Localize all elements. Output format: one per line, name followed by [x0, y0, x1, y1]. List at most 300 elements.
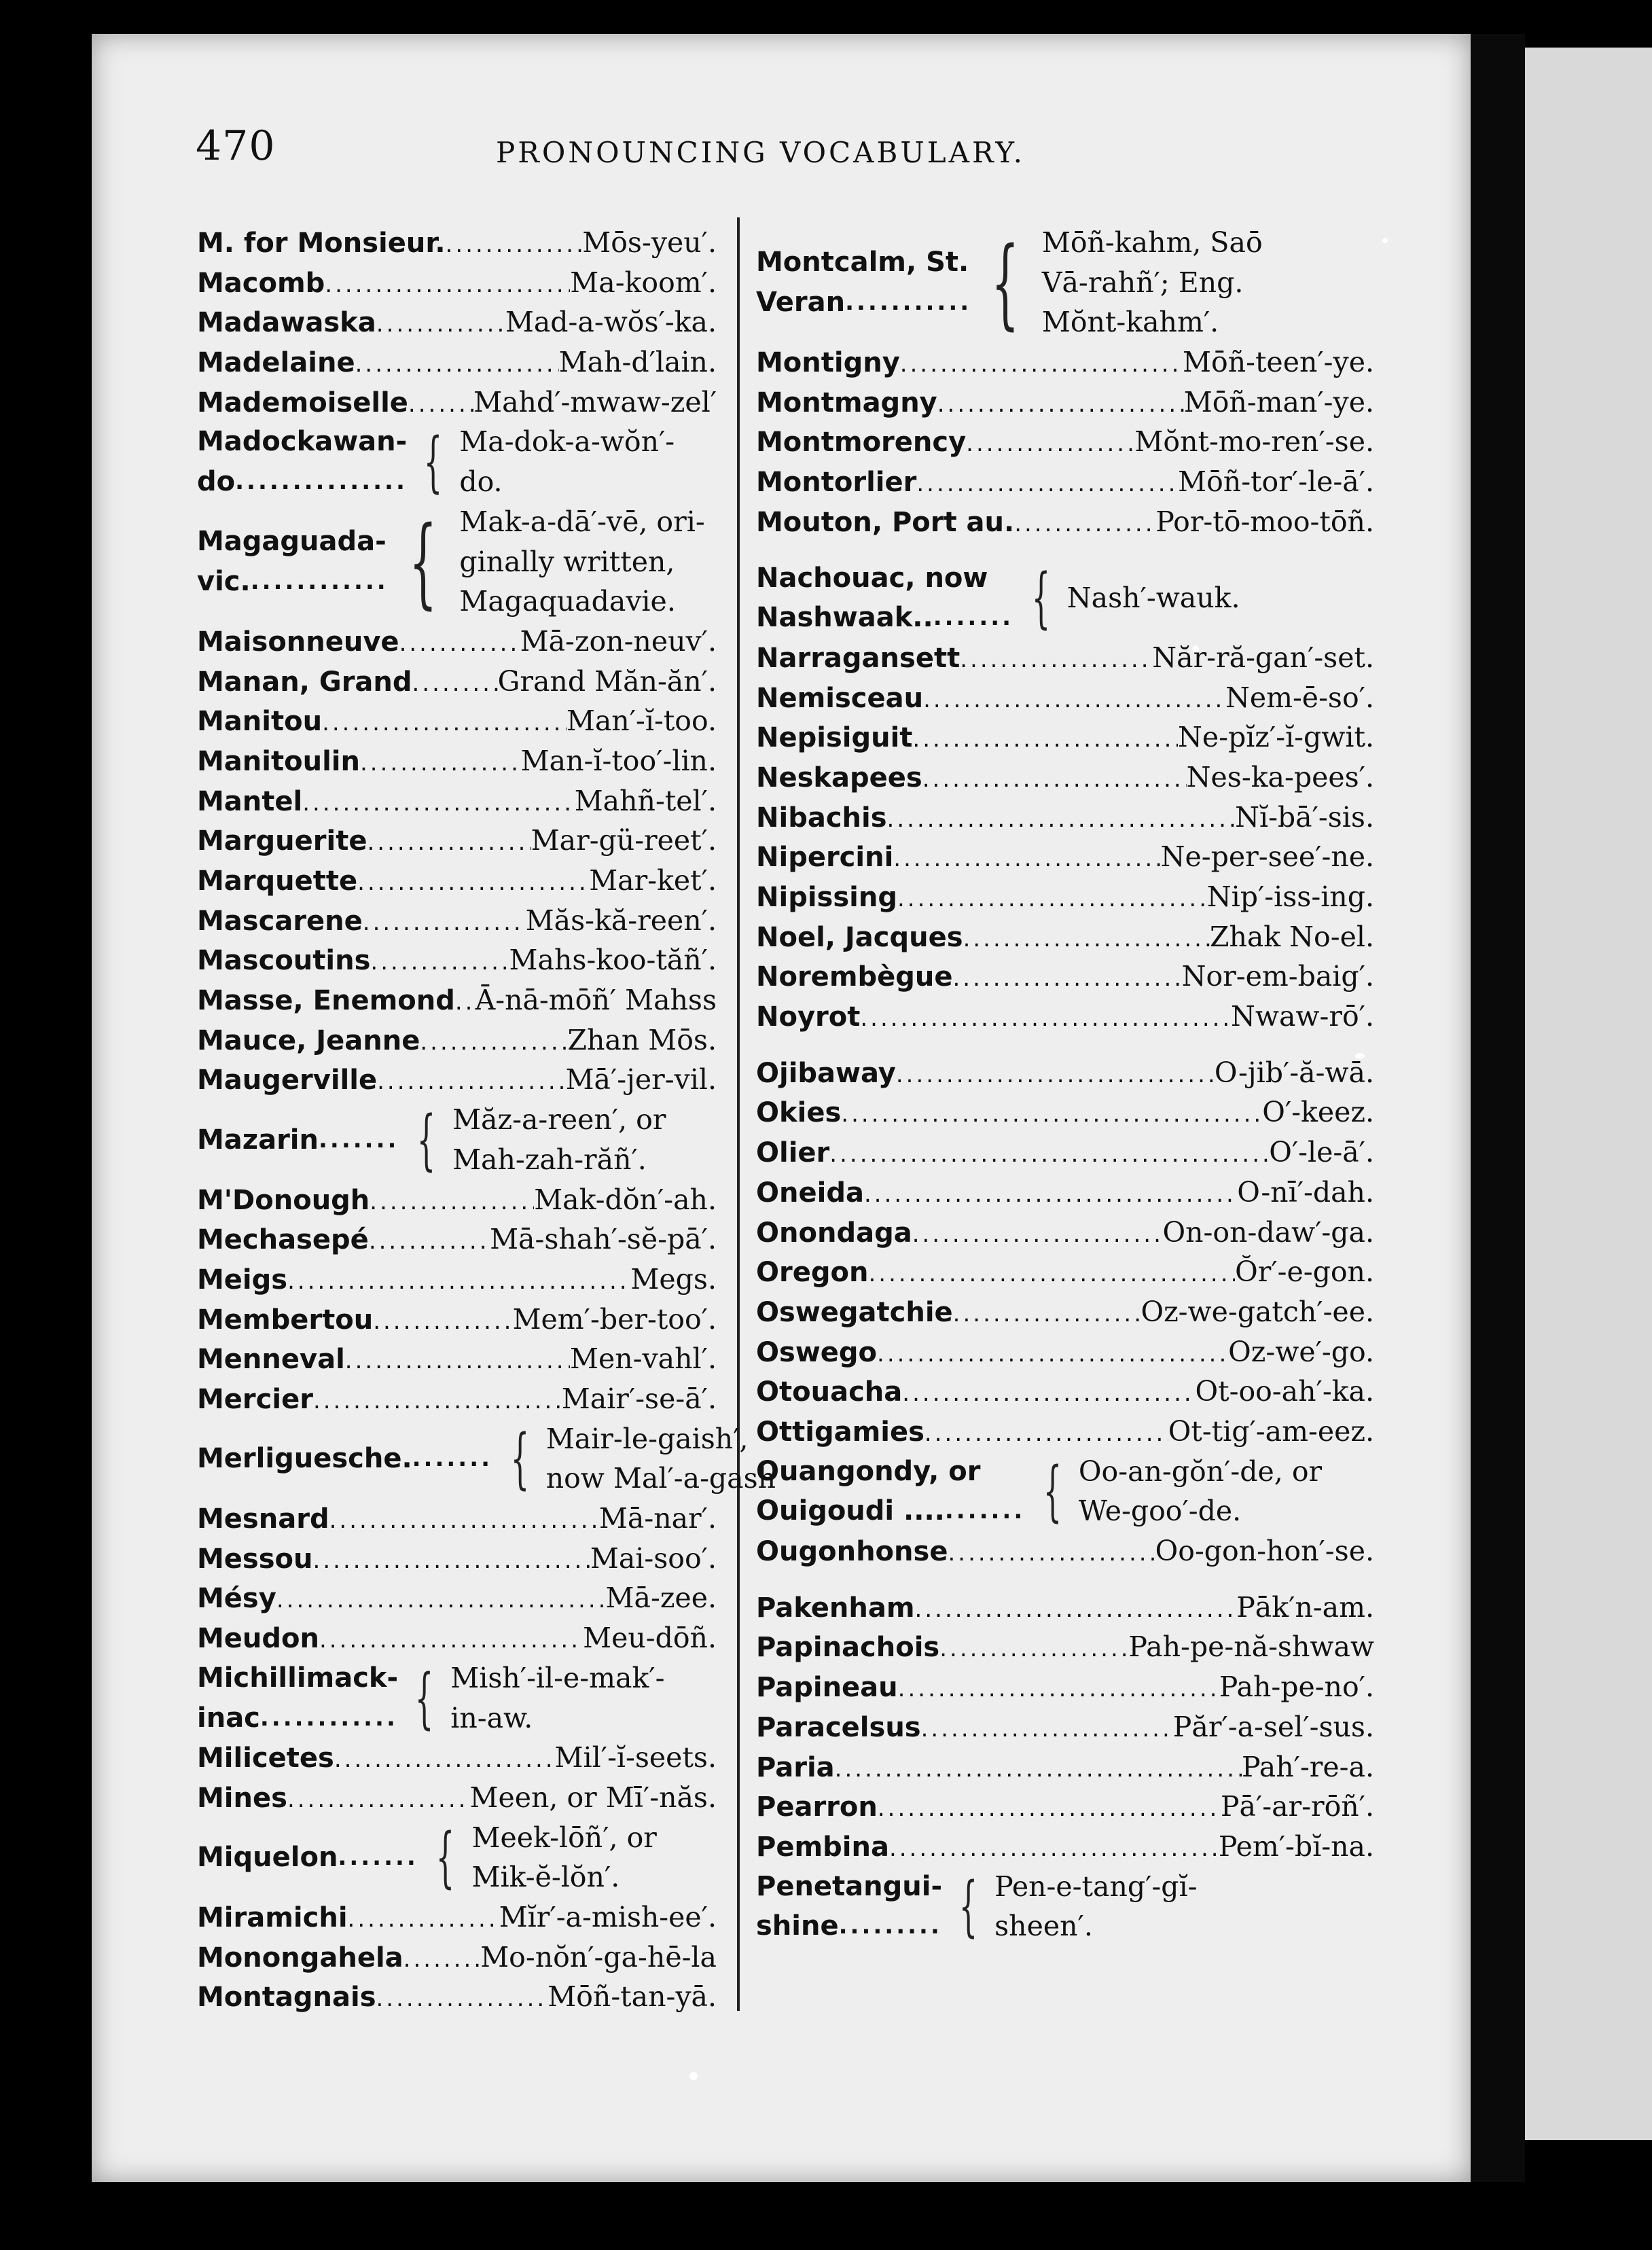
vocab-entry — [197, 980, 717, 1020]
leader-dots — [916, 464, 1178, 504]
leader-dots — [446, 225, 583, 265]
entry-headword-line: Montcalm, St. — [756, 247, 969, 279]
vocab-entry — [197, 1618, 717, 1658]
vocab-entry — [756, 1292, 1374, 1332]
leader-dots — [287, 1780, 470, 1820]
vocab-entry — [197, 861, 717, 901]
vocab-entry — [197, 263, 717, 303]
leader-dots — [897, 879, 1207, 919]
vocab-entry — [197, 662, 717, 702]
entry-headword-line: Penetangui- — [756, 1870, 943, 1902]
entry-pronunciation: Mar-gü-reet′. — [531, 824, 717, 857]
leader-dots — [923, 680, 1225, 720]
entry-headword: Manan, Grand — [197, 666, 412, 698]
entry-headword: Mechasepé — [197, 1224, 369, 1256]
leader-dots — [345, 1341, 570, 1381]
entry-headword — [197, 1838, 419, 1878]
brace-symbol: { — [510, 1421, 529, 1497]
vocab-entry — [756, 1827, 1374, 1867]
entry-pronunciation: Megs. — [630, 1262, 717, 1296]
entry-pronunciation: Mōñ-kahm, Saō — [1041, 226, 1263, 260]
entry-pronunciation: Pah-pe-nă-shwaw — [1128, 1630, 1374, 1664]
entry-pronunciation: Man-ĭ-too′-lin. — [520, 744, 717, 777]
entry-pronunciation: Mai-soo′. — [590, 1541, 717, 1575]
entry-pronunciation: Ot-tig′-am-eez. — [1168, 1414, 1374, 1448]
vocab-entry — [756, 877, 1374, 917]
brace-symbol: { — [424, 424, 443, 501]
vocab-entry — [756, 917, 1374, 957]
vocab-entry — [197, 781, 717, 821]
entry-headword: Ougonhonse — [756, 1536, 948, 1568]
entry-headword: Narragansett — [756, 642, 960, 674]
entry-headword: Macomb — [197, 267, 325, 299]
entry-headword-line: shine — [756, 1910, 839, 1942]
entry-pronunciation: Pā′-ar-rōñ′. — [1220, 1790, 1374, 1823]
entry-headword-line: Ouigoudi .... — [756, 1495, 945, 1527]
vocab-entry — [756, 717, 1374, 757]
entry-headword-line: Ouangondy, or — [756, 1455, 981, 1487]
entry-pronunciation: Mā-shah′-sĕ-pā′. — [490, 1223, 717, 1256]
leader-dots — [251, 562, 387, 602]
leader-dots — [893, 839, 1160, 879]
brace-symbol: { — [414, 1660, 434, 1736]
leader-dots — [922, 760, 1187, 800]
entry-headword-block — [197, 1838, 419, 1878]
leader-dots — [322, 703, 567, 743]
entry-pronunciation: Mil′-ĭ-seets. — [554, 1741, 717, 1774]
leader-dots — [376, 1979, 548, 2019]
entry-pronunciation: Mā-zon-neuv′. — [520, 624, 717, 658]
leader-dots — [235, 462, 407, 502]
entry-headword-line: Nashwaak.. — [756, 602, 933, 634]
left-column — [197, 223, 776, 2017]
vocab-entry — [197, 622, 717, 662]
entry-headword: Mercier — [197, 1384, 313, 1415]
vocab-entry-multiline — [197, 1818, 717, 1897]
vocab-entry — [756, 638, 1374, 678]
vocab-entry — [756, 1707, 1374, 1747]
brace-symbol: { — [436, 1819, 455, 1896]
entry-pronunciation: Mōñ-tor′-le-ā′. — [1178, 465, 1374, 499]
leader-dots — [924, 1414, 1168, 1454]
leader-dots — [860, 999, 1231, 1039]
vocab-entry — [756, 997, 1374, 1037]
entry-headword: Paria — [756, 1751, 835, 1783]
entry-pronunciation: Pah-pe-no′. — [1219, 1671, 1374, 1704]
entry-headword: Masse, Enemond — [197, 985, 455, 1017]
entry-pronunciation: Mair′-se-ā′. — [561, 1382, 717, 1415]
vocab-entry — [197, 1339, 717, 1379]
entry-headword: Mantel — [197, 785, 303, 817]
entry-headword: Meudon — [197, 1623, 319, 1655]
entry-pronunciation: Mahs-koo-tăñ′. — [509, 944, 717, 977]
vocab-entry — [197, 1020, 717, 1060]
entry-headword: Nepisiguit — [756, 722, 913, 754]
entry-headword-line: Merliguesche. — [197, 1443, 412, 1475]
leader-dots — [373, 1302, 512, 1342]
entry-headword — [756, 283, 969, 323]
leader-dots — [845, 283, 969, 323]
leader-dots — [896, 1055, 1215, 1095]
vocab-entry — [197, 223, 717, 263]
leader-dots — [948, 1533, 1155, 1573]
entry-pronunciation: We-goo′-de. — [1078, 1495, 1242, 1528]
column-divider — [737, 217, 740, 2011]
vocab-entry — [756, 1092, 1374, 1132]
entry-headword-block — [756, 1452, 1026, 1531]
leader-dots — [912, 1215, 1163, 1255]
entry-headword: Montmagny — [756, 387, 937, 418]
entry-pronunciation: Mā-zee. — [605, 1582, 717, 1615]
leader-dots — [877, 1334, 1228, 1374]
vocab-entry — [756, 1588, 1374, 1628]
leader-dots — [355, 344, 559, 385]
entry-pronunciation: Ot-oo-ah′-ka. — [1195, 1375, 1374, 1408]
entry-pronunciation: Mŏnt-kahm′. — [1041, 306, 1219, 339]
entry-headword: Otouacha — [756, 1376, 903, 1408]
entry-headword: Papinachois — [756, 1632, 940, 1664]
vocab-entry — [197, 1219, 717, 1260]
brace-symbol: { — [991, 226, 1020, 340]
vocab-entry — [756, 1053, 1374, 1093]
entry-headword-block — [756, 558, 1015, 638]
entry-headword: Montigny — [756, 347, 900, 379]
vocab-entry — [756, 1173, 1374, 1213]
vocab-entry — [197, 1180, 717, 1220]
entry-pronunciation: Zhak No-el. — [1209, 920, 1374, 953]
entry-headword: Olier — [756, 1137, 830, 1169]
vocab-entry-multiline — [197, 502, 717, 622]
entry-headword — [756, 598, 1015, 638]
entry-headword-line: do — [197, 466, 236, 498]
vocab-entry — [756, 502, 1374, 542]
leader-dots — [945, 1491, 1026, 1531]
vocab-entry — [756, 462, 1374, 502]
entry-pronunciation: ginally written, — [459, 545, 675, 578]
vocab-entry — [756, 382, 1374, 423]
entry-headword: M. for Monsieur. — [197, 228, 446, 259]
entry-pronunciation: sheen′. — [994, 1910, 1093, 1943]
entry-pronunciation: Măs-kă-reen′. — [525, 904, 717, 937]
entry-headword — [756, 558, 1015, 599]
entry-pronunciation: Man′-ĭ-too. — [566, 704, 717, 738]
entry-headword: Nipercini — [756, 842, 894, 874]
entry-pronunciation-block — [459, 422, 675, 501]
vocab-entry — [756, 1627, 1374, 1667]
vocab-entry — [197, 1499, 717, 1539]
entry-pronunciation-block — [1042, 223, 1263, 342]
vocab-entry-multiline — [756, 558, 1374, 638]
entry-headword: Paracelsus — [756, 1711, 921, 1743]
entry-pronunciation: Mōs-yeu′. — [582, 226, 717, 259]
vocab-entry — [197, 940, 717, 980]
vocab-entry — [756, 957, 1374, 997]
leader-dots — [412, 664, 498, 704]
entry-pronunciation-block — [1067, 578, 1240, 618]
leader-dots — [325, 265, 570, 305]
entry-pronunciation: Năr-ră-gan′-set. — [1152, 641, 1374, 674]
entry-pronunciation: Măz-a-reen′, or — [452, 1103, 666, 1137]
entry-headword-block — [197, 522, 387, 601]
entry-headword-line: Veran — [756, 287, 846, 319]
leader-dots — [348, 1899, 499, 1940]
entry-headword-block — [756, 243, 969, 322]
entry-pronunciation: Ne-per-see′-ne. — [1160, 840, 1374, 874]
entry-headword-line: vic. — [197, 565, 251, 597]
leader-dots — [403, 1940, 481, 1980]
vocab-entry — [197, 1938, 717, 1978]
vocab-entry — [756, 1667, 1374, 1707]
entry-pronunciation: Zhan Mōs. — [567, 1023, 717, 1056]
entry-headword: Manitoulin — [197, 745, 360, 777]
entry-pronunciation: Mahd′-mwaw-zel′ — [473, 385, 717, 418]
facing-page-edge — [1525, 48, 1652, 2140]
entry-pronunciation: Pāk′n-am. — [1236, 1590, 1374, 1624]
vocab-entry — [197, 1578, 717, 1618]
entry-pronunciation: Vā-rahñ′; Eng. — [1041, 266, 1244, 299]
brace-symbol: { — [408, 504, 437, 619]
entry-headword — [756, 243, 969, 283]
entry-headword: Mauce, Jeanne — [197, 1024, 420, 1056]
entry-headword: Neskapees — [756, 762, 922, 793]
leader-dots — [1014, 504, 1155, 544]
entry-pronunciation-block — [472, 1818, 657, 1897]
vocab-entry — [197, 342, 717, 382]
entry-headword: Manitou — [197, 706, 323, 738]
entry-pronunciation: Grand Măn-ăn′. — [497, 664, 717, 698]
leader-dots — [334, 1740, 555, 1780]
vocab-entry — [197, 1778, 717, 1818]
leader-dots — [408, 385, 473, 425]
leader-dots — [399, 624, 520, 664]
entry-pronunciation: Ma-koom′. — [570, 266, 717, 299]
vocab-entry — [756, 1531, 1374, 1571]
leader-dots — [915, 1590, 1237, 1630]
entry-headword: Membertou — [197, 1304, 374, 1336]
entry-pronunciation: Oo-gon-hon′-se. — [1155, 1535, 1374, 1568]
vocab-entry — [197, 1260, 717, 1300]
entry-pronunciation: Mak-dŏn′-ah. — [534, 1183, 717, 1216]
entry-pronunciation: Mĭr′-a-mish-ee′. — [499, 1900, 717, 1933]
vocab-entry — [756, 1213, 1374, 1253]
vocab-entry — [756, 1252, 1374, 1292]
entry-headword: Montagnais — [197, 1982, 376, 2014]
leader-dots — [963, 919, 1210, 959]
entry-headword: Milicetes — [197, 1743, 334, 1774]
entry-headword: Mesnard — [197, 1503, 329, 1535]
entry-headword: Meigs — [197, 1264, 288, 1296]
entry-headword: Mascarene — [197, 905, 363, 937]
vocab-entry — [756, 1412, 1374, 1452]
entry-pronunciation: Nwaw-rō′. — [1231, 1000, 1374, 1033]
entry-pronunciation: Mahñ-tel′. — [574, 784, 717, 817]
entry-headword: Miramichi — [197, 1901, 348, 1933]
brace-symbol: { — [416, 1101, 436, 1178]
entry-headword: Ojibaway — [756, 1057, 896, 1089]
entry-pronunciation: O-nī′-dah. — [1237, 1175, 1374, 1209]
vocab-entry — [197, 1300, 717, 1340]
leader-dots — [319, 1120, 400, 1160]
entry-pronunciation: Nĭ-bā′-sis. — [1235, 800, 1374, 834]
entry-pronunciation: O′-keez. — [1262, 1096, 1374, 1129]
entry-pronunciation: Oz-we-gatch′-ee. — [1141, 1295, 1374, 1328]
entry-headword: Maisonneuve — [197, 626, 399, 658]
leader-dots — [868, 1254, 1235, 1294]
vocab-entry — [756, 1372, 1374, 1412]
entry-headword-line: Miquelon — [197, 1841, 338, 1873]
entry-headword: Oswegatchie — [756, 1296, 953, 1328]
entry-pronunciation: Nip′-iss-ing. — [1206, 880, 1374, 914]
entry-pronunciation: Meek-lōñ′, or — [471, 1821, 657, 1854]
vocab-entry-multiline — [197, 1419, 776, 1499]
entry-pronunciation: Meu-dōñ. — [583, 1622, 717, 1655]
entry-headword: Noel, Jacques — [756, 921, 963, 953]
brace-symbol: { — [1031, 560, 1050, 637]
entry-pronunciation: Nes-ka-pees′. — [1186, 760, 1374, 793]
vocab-entry — [197, 1060, 717, 1100]
entry-headword: Mésy — [197, 1583, 276, 1615]
running-title: PRONOUNCING VOCABULARY. — [496, 136, 1025, 169]
entry-pronunciation: Oz-we′-go. — [1228, 1335, 1374, 1368]
entry-pronunciation: Oo-an-gŏn′-de, or — [1078, 1454, 1323, 1488]
dust-speck — [1382, 238, 1388, 243]
entry-pronunciation: Pah′-re-a. — [1242, 1750, 1374, 1783]
entry-headword — [756, 1906, 942, 1946]
entry-headword: Montmorency — [756, 427, 967, 459]
entry-headword-line: Mazarin — [197, 1124, 319, 1156]
leader-dots — [377, 1062, 565, 1102]
entry-pronunciation: Ne-pĭz′-ĭ-gwit. — [1177, 721, 1374, 754]
entry-pronunciation: Mak-a-dā′-vē, ori- — [459, 505, 705, 538]
vocab-entry — [197, 1379, 717, 1419]
entry-pronunciation: O-jib′-ă-wā. — [1214, 1056, 1374, 1089]
entry-headword: Messou — [197, 1543, 313, 1575]
leader-dots — [302, 783, 574, 823]
entry-headword: Monongahela — [197, 1942, 403, 1974]
entry-headword: Noyrot — [756, 1001, 861, 1033]
vocab-entry — [197, 382, 717, 423]
entry-headword: Oregon — [756, 1257, 869, 1289]
entry-headword: M'Donough — [197, 1184, 370, 1216]
entry-headword-line: Nachouac, now — [756, 562, 988, 594]
vocab-entry-multiline — [197, 1100, 717, 1179]
entry-headword — [197, 522, 387, 562]
entry-headword: Mines — [197, 1782, 287, 1814]
vocab-entry — [756, 422, 1374, 462]
leader-dots — [921, 1709, 1173, 1749]
leader-dots — [939, 1629, 1128, 1669]
vocab-entry — [756, 1747, 1374, 1787]
entry-pronunciation: Mōñ-teen′-ye. — [1183, 346, 1374, 379]
entry-pronunciation: Mā′-jer-vil. — [565, 1063, 717, 1096]
leader-dots — [898, 1669, 1219, 1709]
leader-dots — [357, 863, 589, 903]
entry-pronunciation-block — [459, 502, 704, 622]
entry-pronunciation: now Mal′-a-gash — [545, 1462, 776, 1495]
entry-pronunciation-block — [1079, 1452, 1322, 1531]
entry-headword: Mouton, Port au. — [756, 506, 1015, 538]
entry-headword — [197, 422, 407, 462]
vocab-entry-multiline — [197, 1658, 717, 1738]
entry-headword: Mademoiselle — [197, 387, 408, 418]
entry-pronunciation: Pen-e-tang′-gĭ- — [994, 1870, 1198, 1903]
entry-headword — [756, 1452, 1026, 1492]
entry-pronunciation: Por-tō-moo-tōñ. — [1155, 505, 1374, 538]
entry-pronunciation: Mo-nŏn′-ga-hē-la — [480, 1940, 717, 1974]
leader-dots — [902, 1374, 1195, 1414]
entry-headword — [197, 562, 387, 602]
leader-dots — [937, 385, 1184, 425]
leader-dots — [455, 982, 475, 1022]
leader-dots — [360, 743, 521, 783]
leader-dots — [953, 1294, 1141, 1334]
leader-dots — [835, 1749, 1242, 1789]
vocab-entry — [197, 701, 717, 741]
entry-pronunciation: Meen, or Mī′-năs. — [469, 1781, 717, 1814]
leader-dots — [878, 1789, 1221, 1829]
vocab-entry-multiline — [756, 223, 1374, 342]
leader-dots — [338, 1838, 419, 1878]
entry-pronunciation: Mar-ket′. — [589, 864, 717, 897]
leader-dots — [313, 1541, 590, 1581]
entry-headword: Marquette — [197, 865, 358, 897]
entry-headword: Menneval — [197, 1344, 345, 1376]
leader-dots — [370, 1182, 534, 1222]
entry-pronunciation: Nem-ē-so′. — [1225, 681, 1374, 714]
vocab-entry — [756, 342, 1374, 382]
entry-pronunciation: Nash′-wauk. — [1066, 581, 1240, 614]
entry-headword: Maugerville — [197, 1065, 378, 1096]
entry-pronunciation-block — [994, 1867, 1197, 1946]
leader-dots — [367, 823, 531, 863]
vocab-entry — [197, 1738, 717, 1778]
entry-headword: Oswego — [756, 1336, 878, 1368]
entry-pronunciation-block — [452, 1100, 666, 1179]
entry-pronunciation: Mah-zah-răñ′. — [452, 1143, 647, 1176]
entry-pronunciation: On-on-daw′-ga. — [1162, 1215, 1374, 1249]
leader-dots — [841, 1094, 1262, 1135]
entry-headword: Onondaga — [756, 1217, 912, 1249]
leader-dots — [864, 1175, 1237, 1215]
vocab-entry — [197, 1977, 717, 2017]
entry-headword: Montorlier — [756, 467, 917, 499]
vocab-entry — [756, 757, 1374, 798]
entry-pronunciation: Mair-le-gaish′, — [545, 1422, 749, 1455]
leader-dots — [839, 1906, 942, 1946]
entry-pronunciation: Pem′-bĭ-na. — [1218, 1829, 1374, 1863]
entry-headword: Ottigamies — [756, 1416, 924, 1448]
entry-pronunciation: Mad-a-wŏs′-ka. — [505, 306, 717, 339]
entry-pronunciation: Ma-dok-a-wŏn′- — [459, 425, 675, 459]
entry-pronunciation: Mah-d′lain. — [558, 346, 717, 379]
entry-headword — [756, 1867, 942, 1907]
vocab-entry-multiline — [756, 1452, 1374, 1531]
vocab-entry — [197, 1539, 717, 1579]
vocab-entry-multiline — [197, 422, 717, 501]
entry-headword-block — [197, 1658, 398, 1738]
page-number: 470 — [196, 122, 276, 170]
vocab-entry — [197, 901, 717, 941]
leader-dots — [889, 1829, 1219, 1869]
right-column — [756, 223, 1374, 1946]
leader-dots — [912, 719, 1178, 760]
leader-dots — [933, 598, 1015, 638]
leader-dots — [319, 1620, 583, 1660]
leader-dots — [829, 1135, 1269, 1175]
entry-headword-line: Madockawan- — [197, 426, 408, 458]
entry-pronunciation: do. — [459, 465, 503, 499]
entry-headword — [197, 1658, 398, 1698]
